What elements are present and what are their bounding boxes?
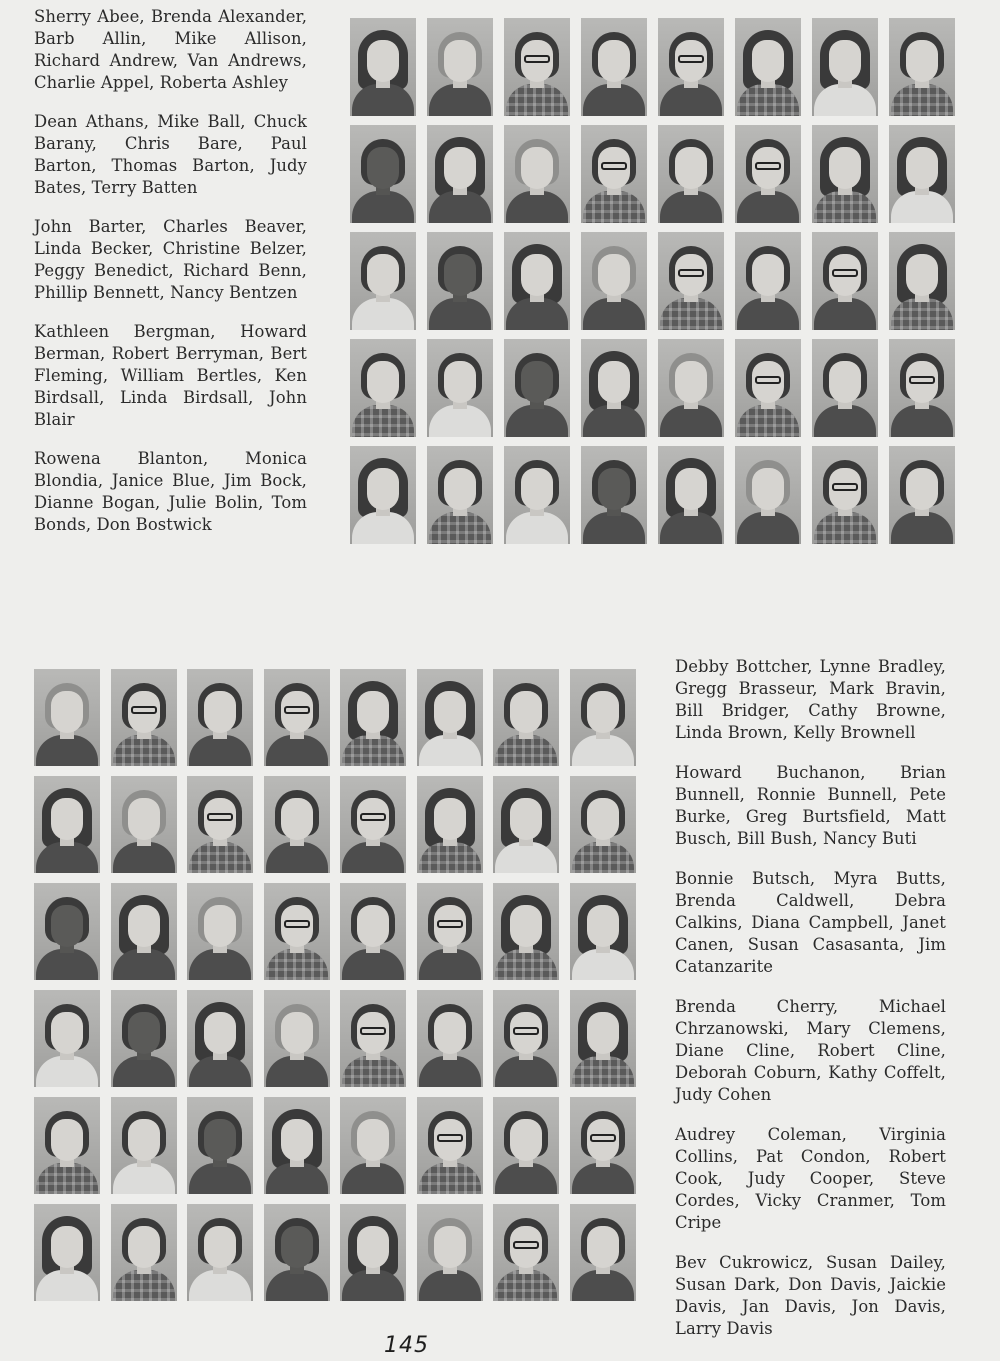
student-portrait bbox=[504, 18, 570, 116]
student-portrait bbox=[493, 990, 559, 1087]
student-portrait bbox=[264, 669, 330, 766]
student-portrait bbox=[264, 776, 330, 873]
student-portrait bbox=[350, 446, 416, 544]
student-portrait bbox=[417, 990, 483, 1087]
student-portrait bbox=[504, 125, 570, 223]
student-portrait bbox=[889, 446, 955, 544]
student-portrait bbox=[493, 669, 559, 766]
student-portrait bbox=[427, 339, 493, 437]
student-portrait bbox=[570, 883, 636, 980]
student-portrait bbox=[187, 883, 253, 980]
student-portrait bbox=[735, 125, 801, 223]
student-portrait bbox=[111, 669, 177, 766]
student-portrait bbox=[417, 776, 483, 873]
student-portrait bbox=[34, 669, 100, 766]
student-portrait bbox=[504, 339, 570, 437]
student-portrait bbox=[350, 232, 416, 330]
bottom-names-column bbox=[675, 656, 946, 1358]
names-paragraph: Audrey Coleman, Virginia Collins, Pat Condon, Robert Cook, Judy Cooper, Steve Cordes, Vicky Cranmer, Tom Cripe bbox=[675, 1125, 946, 1232]
names-paragraph: Brenda Cherry, Michael Chrzanowski, Mary Clemens, Diane Cline, Robert Cline, Deborah Coburn, Kathy Coffelt, Judy Cohen bbox=[675, 997, 946, 1104]
student-portrait bbox=[111, 776, 177, 873]
student-portrait bbox=[735, 446, 801, 544]
student-portrait bbox=[264, 1097, 330, 1194]
student-portrait bbox=[187, 669, 253, 766]
student-portrait bbox=[340, 1097, 406, 1194]
student-portrait bbox=[658, 446, 724, 544]
names-paragraph: John Barter, Charles Beaver, Linda Becker, Christine Belzer, Peggy Benedict, Richard Benn, Phillip Bennett, Nancy Bentzen bbox=[34, 217, 307, 302]
top-names-column bbox=[34, 6, 307, 553]
student-portrait bbox=[350, 125, 416, 223]
student-portrait bbox=[340, 1204, 406, 1301]
student-portrait bbox=[340, 990, 406, 1087]
student-portrait bbox=[889, 125, 955, 223]
student-portrait bbox=[493, 1097, 559, 1194]
student-portrait bbox=[340, 669, 406, 766]
student-portrait bbox=[111, 1097, 177, 1194]
names-paragraph: Rowena Blanton, Monica Blondia, Janice Blue, Jim Bock, Dianne Bogan, Julie Bolin, Tom Bonds, Don Bostwick bbox=[34, 449, 307, 534]
student-portrait bbox=[570, 776, 636, 873]
student-portrait bbox=[264, 883, 330, 980]
student-portrait bbox=[427, 18, 493, 116]
student-portrait bbox=[812, 446, 878, 544]
student-portrait bbox=[658, 339, 724, 437]
student-portrait bbox=[340, 776, 406, 873]
student-portrait bbox=[34, 1204, 100, 1301]
student-portrait bbox=[187, 1204, 253, 1301]
student-portrait bbox=[111, 990, 177, 1087]
student-portrait bbox=[264, 990, 330, 1087]
student-portrait bbox=[658, 125, 724, 223]
student-portrait bbox=[889, 18, 955, 116]
student-portrait bbox=[417, 1097, 483, 1194]
student-portrait bbox=[187, 990, 253, 1087]
student-portrait bbox=[493, 776, 559, 873]
student-portrait bbox=[889, 339, 955, 437]
student-portrait bbox=[658, 18, 724, 116]
student-portrait bbox=[889, 232, 955, 330]
names-paragraph: Dean Athans, Mike Ball, Chuck Barany, Chris Bare, Paul Barton, Thomas Barton, Judy Bates, Terry Batten bbox=[34, 112, 307, 197]
names-paragraph: Sherry Abee, Brenda Alexander, Barb Allin, Mike Allison, Richard Andrew, Van Andrews, Charlie Appel, Roberta Ashley bbox=[34, 7, 307, 92]
student-portrait bbox=[812, 232, 878, 330]
student-portrait bbox=[581, 18, 647, 116]
student-portrait bbox=[187, 1097, 253, 1194]
student-portrait bbox=[427, 446, 493, 544]
student-portrait bbox=[735, 18, 801, 116]
student-portrait bbox=[581, 339, 647, 437]
names-paragraph: Bev Cukrowicz, Susan Dailey, Susan Dark, Don Davis, Jaickie Davis, Jan Davis, Jon Davis, Larry Davis bbox=[675, 1253, 946, 1338]
student-portrait bbox=[570, 669, 636, 766]
student-portrait bbox=[417, 669, 483, 766]
student-portrait bbox=[350, 339, 416, 437]
student-portrait bbox=[812, 125, 878, 223]
student-portrait bbox=[812, 339, 878, 437]
student-portrait bbox=[658, 232, 724, 330]
student-portrait bbox=[417, 1204, 483, 1301]
student-portrait bbox=[570, 990, 636, 1087]
student-portrait bbox=[812, 18, 878, 116]
student-portrait bbox=[427, 232, 493, 330]
bottom-portrait-grid bbox=[34, 669, 636, 1301]
student-portrait bbox=[504, 232, 570, 330]
names-paragraph: Bonnie Butsch, Myra Butts, Brenda Caldwell, Debra Calkins, Diana Campbell, Janet Canen, Susan Casasanta, Jim Catanzarite bbox=[675, 869, 946, 976]
student-portrait bbox=[427, 125, 493, 223]
names-paragraph: Howard Buchanon, Brian Bunnell, Ronnie Bunnell, Pete Burke, Greg Burtsfield, Matt Busch, Bill Bush, Nancy Buti bbox=[675, 763, 946, 848]
page-number: 145 bbox=[384, 1333, 429, 1358]
top-portrait-grid bbox=[350, 18, 955, 544]
names-paragraph: Kathleen Bergman, Howard Berman, Robert Berryman, Bert Fleming, William Bertles, Ken Birdsall, Linda Birdsall, John Blair bbox=[34, 322, 307, 429]
student-portrait bbox=[504, 446, 570, 544]
student-portrait bbox=[493, 883, 559, 980]
student-portrait bbox=[417, 883, 483, 980]
student-portrait bbox=[735, 339, 801, 437]
student-portrait bbox=[570, 1204, 636, 1301]
student-portrait bbox=[735, 232, 801, 330]
student-portrait bbox=[581, 232, 647, 330]
student-portrait bbox=[34, 990, 100, 1087]
student-portrait bbox=[264, 1204, 330, 1301]
student-portrait bbox=[34, 776, 100, 873]
student-portrait bbox=[111, 1204, 177, 1301]
student-portrait bbox=[581, 125, 647, 223]
names-paragraph: Debby Bottcher, Lynne Bradley, Gregg Brasseur, Mark Bravin, Bill Bridger, Cathy Browne, Linda Brown, Kelly Brownell bbox=[675, 657, 946, 742]
student-portrait bbox=[570, 1097, 636, 1194]
student-portrait bbox=[111, 883, 177, 980]
student-portrait bbox=[340, 883, 406, 980]
student-portrait bbox=[350, 18, 416, 116]
student-portrait bbox=[493, 1204, 559, 1301]
student-portrait bbox=[34, 1097, 100, 1194]
student-portrait bbox=[34, 883, 100, 980]
student-portrait bbox=[581, 446, 647, 544]
student-portrait bbox=[187, 776, 253, 873]
